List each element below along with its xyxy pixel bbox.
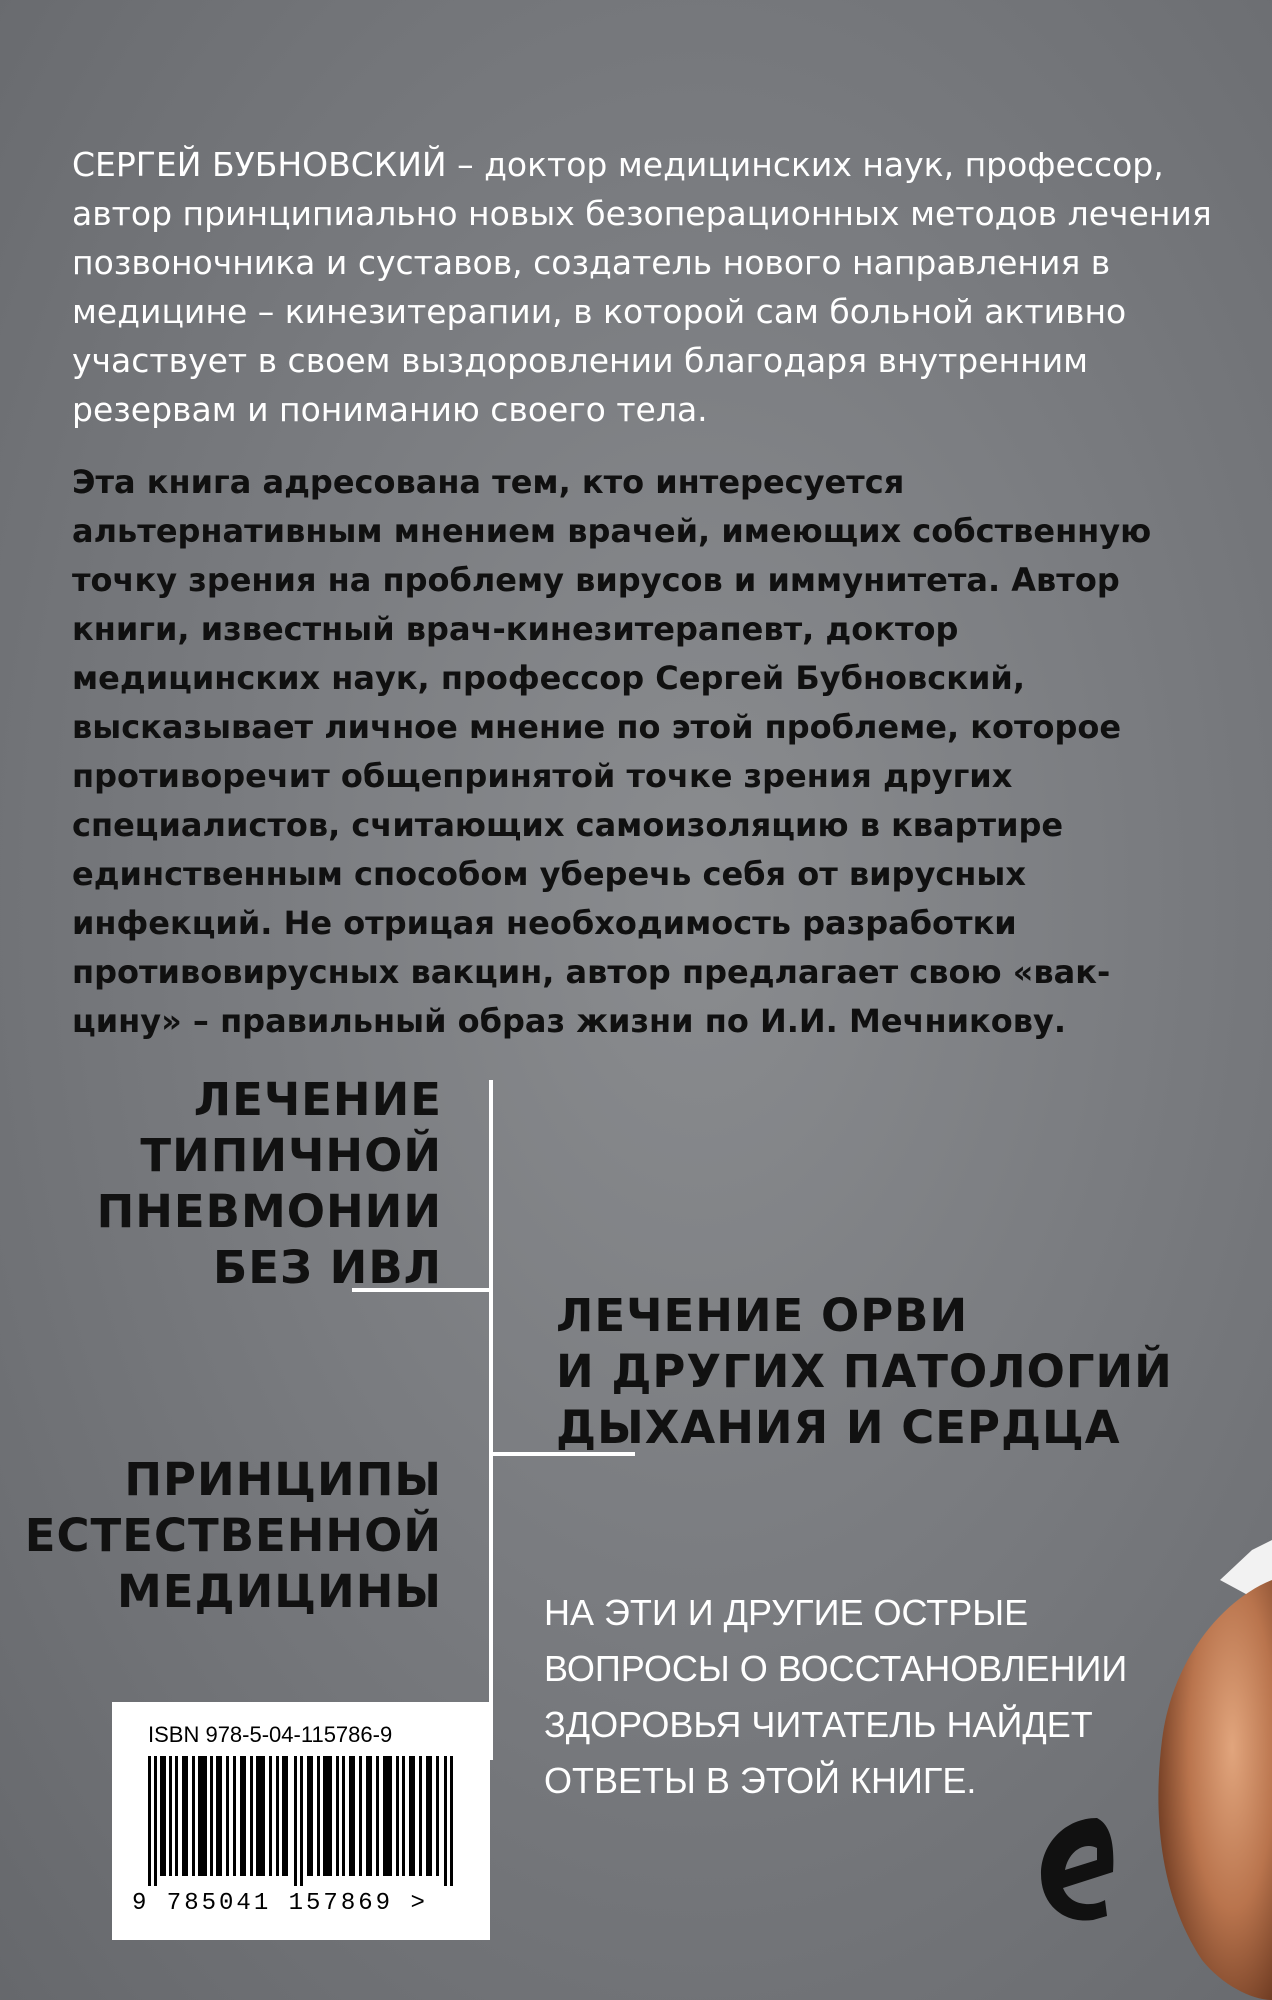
topic-heading-1: ЛЕЧЕНИЕ ТИПИЧНОЙ ПНЕВМОНИИ БЕЗ ИВЛ [96, 1073, 442, 1294]
book-annotation-text: Эта книга адресована тем, кто интересуется альтернативным мнением врачей, имеющих собственную точку зрения на проблему вирусов и иммунитета. Автор книги, известный врач-кинезитерапевт, доктор медицинских наук, профессор Сергей Бубновский, высказывает личное мнение по этой проблеме, которое противоречит общепринятой точке зрения других специалистов, считающих самоизоляцию в квартире единственным способом уберечь себя от вирусных инфекций. Не отрицая необходимость разработки противовирусных вакцин, автор предлагает свою «вак-цину» – правильный образ жизни по И.И. Мечникову. [72, 463, 1152, 1040]
eksmo-logo-icon [1035, 1810, 1119, 1930]
topic-heading-2: ЛЕЧЕНИЕ ОРВИ И ДРУГИХ ПАТОЛОГИЙ ДЫХАНИЯ И СЕРДЦА [556, 1289, 1173, 1454]
ean-digits: 9 785041 157869 > [132, 1890, 428, 1917]
topic-heading-3: ПРИНЦИПЫ ЕСТЕСТВЕННОЙ МЕДИЦИНЫ [24, 1453, 442, 1618]
about-author-text: СЕРГЕЙ БУБНОВСКИЙ – доктор медицинских наук, профессор, автор принципиально новых безоперационных методов лечения позвоночника и суставов, создатель нового направления в медицине – кинезитерапии, в которой сам больной активно участвует в своем выздоровлении благодаря внутренним резервам и пониманию своего тела. [72, 145, 1212, 429]
barcode-panel [112, 1702, 490, 1940]
divider-vertical [489, 1080, 493, 1760]
isbn-number: ISBN 978-5-04-115786-9 [148, 1722, 393, 1747]
arm-photo-fragment [1102, 1540, 1272, 2000]
barcode-bars [148, 1756, 454, 1886]
call-to-action-text: НА ЭТИ И ДРУГИЕ ОСТРЫЕ ВОПРОСЫ О ВОССТАНОВЛЕНИИ ЗДОРОВЬЯ ЧИТАТЕЛЬ НАЙДЕТ ОТВЕТЫ В ЭТОЙ КНИГЕ. [544, 1592, 1128, 1801]
